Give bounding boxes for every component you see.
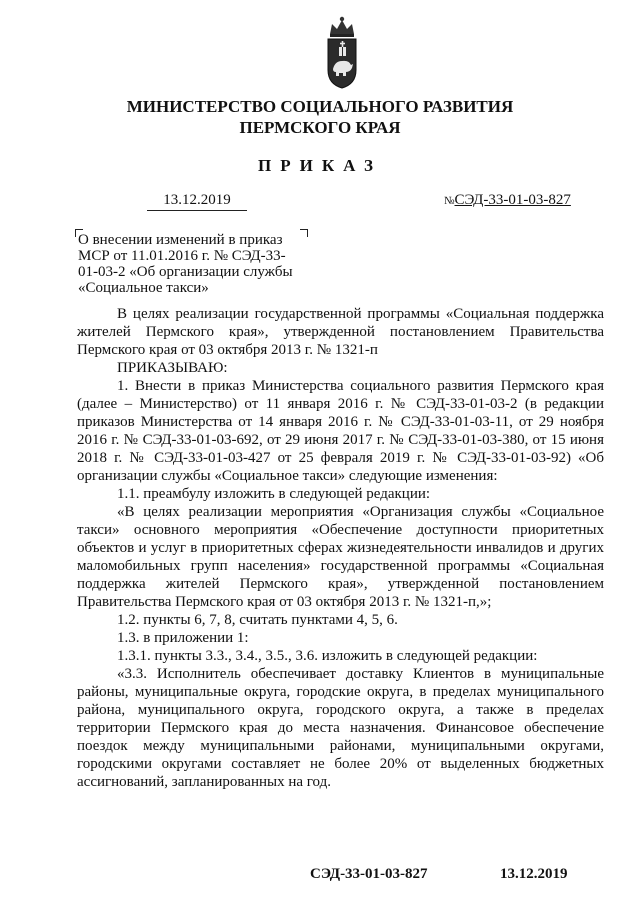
document-body	[77, 305, 604, 791]
perm-krai-coat-of-arms-icon	[322, 14, 362, 90]
footer-document-date: 13.12.2019	[500, 866, 568, 882]
clause-1-3-1: 1.3.1. пункты 3.3., 3.4., 3.5., 3.6. изложить в следующей редакции:	[117, 648, 538, 664]
footer-document-number: СЭД-33-01-03-827	[310, 866, 428, 882]
preamble-paragraph: В целях реализации государственной программы «Социальная поддержка жителей Пермского края», утвержденной постановлением Правительства Пермского края от 03 октября 2013 г. № 1321-п	[77, 306, 604, 358]
ministry-line-1: МИНИСТЕРСТВО СОЦИАЛЬНОГО РАЗВИТИЯ	[126, 97, 514, 116]
document-date: 13.12.2019	[147, 192, 247, 211]
document-subject: О внесении изменений в приказ МСР от 11.01.2016 г. № СЭД-33-01-03-2 «Об организации службы «Социальное такси»	[78, 232, 293, 296]
number-value: СЭД-33-01-03-827	[454, 192, 571, 208]
clause-1-3: 1.3. в приложении 1:	[117, 630, 249, 646]
clause-1-1: 1.1. преамбулу изложить в следующей редакции:	[117, 486, 431, 502]
number-sign: №	[444, 195, 455, 207]
order-keyword: ПРИКАЗЫВАЮ:	[117, 360, 228, 376]
clause-1: 1. Внести в приказ Министерства социального развития Пермского края (далее – Министерство) от 11 января 2016 г. № СЭД-33-01-03-2 (в редакции приказов Министерства от 14 января 2016 г. № СЭД-33-01-03-11, от 29 ноября 2016 г. № СЭД-33-01-03-692, от 29 июня 2017 г. № СЭД-33-01-03-380, от 15 июня 2018 г. № СЭД-33-01-03-427 от 25 февраля 2019 г. № СЭД-33-01-03-92) «Об организации службы «Социальное такси» следующие изменения:	[77, 378, 604, 484]
ministry-line-2: ПЕРМСКОГО КРАЯ	[239, 118, 401, 137]
ministry-name	[0, 96, 640, 138]
document-type: ПРИКАЗ	[258, 156, 382, 175]
document-number	[444, 192, 571, 209]
clause-1-2: 1.2. пункты 6, 7, 8, считать пунктами 4, 5, 6.	[117, 612, 398, 628]
preamble-new-text: «В целях реализации мероприятия «Организация службы «Социальное такси» основного мероприятия «Обеспечение доступности приоритетных объектов и услуг в приоритетных сферах жизнедеятельности инвалидов и других маломобильных групп населения» государственной программы «Социальная поддержка жителей Пермского края», утвержденной постановлением Правительства Пермского края от 03 октября 2013 г. № 1321-п,»;	[77, 504, 604, 610]
clause-3-3-text: «3.3. Исполнитель обеспечивает доставку Клиентов в муниципальные районы, муниципальные округа, городские округа, в пределах муниципального района, муниципального округа, городского округа, а также в пределах территории Пермского края до места назначения. Финансовое обеспечение поездок между муниципальными районами, муниципальными округами, городскими округами составляет не более 20% от выделенных бюджетных ассигнований, запланированных на год.	[77, 666, 604, 790]
